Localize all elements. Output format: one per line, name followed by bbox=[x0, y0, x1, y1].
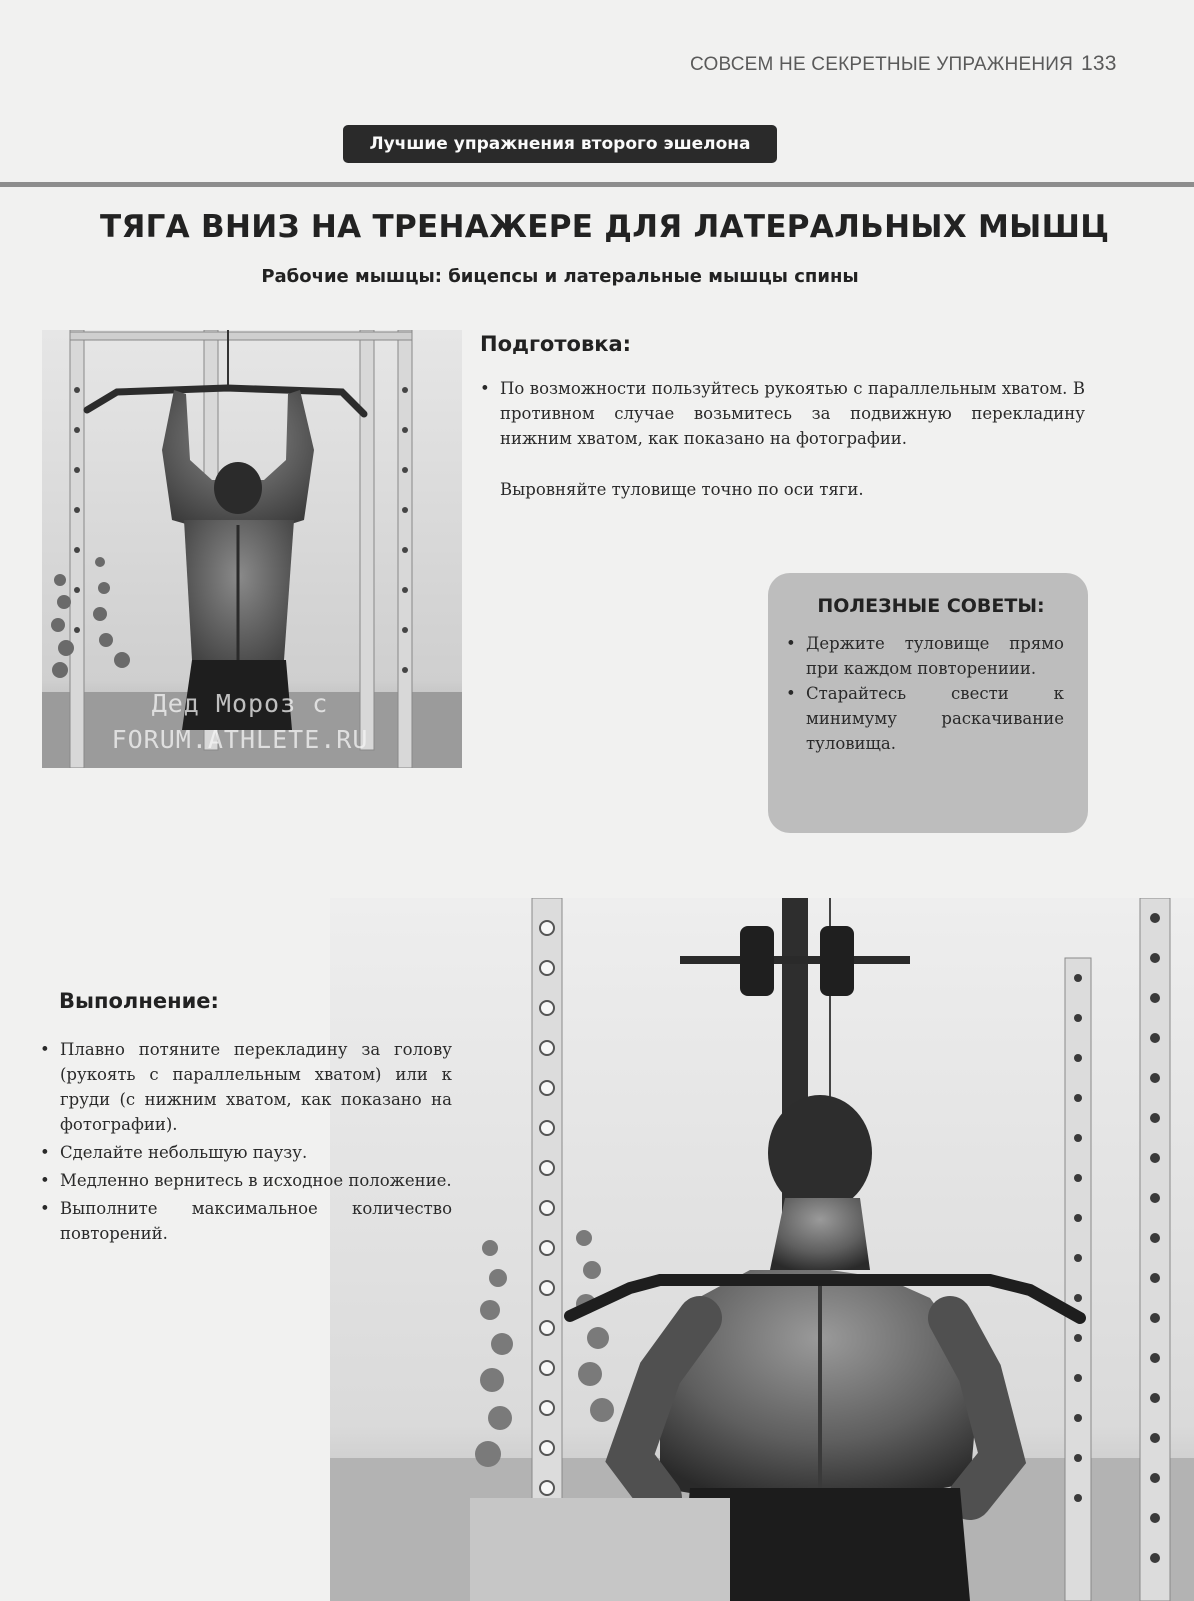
list-item: • Старайтесь свести к минимуму раскачивание туловища. bbox=[786, 681, 1064, 756]
preparation-note: Выровняйте туловище точно по оси тяги. bbox=[500, 480, 864, 499]
execution-heading: Выполнение: bbox=[59, 989, 219, 1013]
watermark bbox=[70, 686, 410, 758]
list-item: • Сделайте небольшую паузу. bbox=[40, 1140, 452, 1165]
page-number: 133 bbox=[1081, 52, 1117, 75]
watermark-line1: Дед Мороз с bbox=[151, 689, 329, 718]
working-muscles: Рабочие мышцы: бицепсы и латеральные мышцы спины bbox=[261, 266, 859, 287]
useful-tips-box bbox=[768, 573, 1088, 833]
list-item: • Плавно потяните перекладину за голову (рукоять с параллельным хватом) или к груди (с нижним хватом, как показано на фотографии). bbox=[40, 1037, 452, 1137]
list-item: • По возможности пользуйтесь рукоятью с параллельным хватом. В противном случае возьмитесь за подвижную перекладину нижним хватом, как показано на фотографии. bbox=[480, 376, 1085, 451]
list-item: • Держите туловище прямо при каждом повторениии. bbox=[786, 631, 1064, 681]
section-tab: Лучшие упражнения второго эшелона bbox=[343, 125, 777, 163]
header-rule bbox=[0, 182, 1194, 187]
preparation-list bbox=[480, 376, 1085, 451]
running-title: СОВСЕМ НЕ СЕКРЕТНЫЕ УПРАЖНЕНИЯ bbox=[690, 54, 1074, 75]
tips-heading: ПОЛЕЗНЫЕ СОВЕТЫ: bbox=[817, 595, 1045, 617]
list-item: • Выполните максимальное количество повторений. bbox=[40, 1196, 452, 1246]
watermark-line2: FORUM.ATHLETE.RU bbox=[111, 725, 369, 754]
running-head bbox=[690, 52, 1117, 82]
lat-pulldown-finish-photo bbox=[330, 898, 1194, 1601]
exercise-title: ТЯГА ВНИЗ НА ТРЕНАЖЕРЕ ДЛЯ ЛАТЕРАЛЬНЫХ МЫШЦ bbox=[100, 209, 1110, 245]
tips-list bbox=[786, 631, 1064, 756]
execution-list bbox=[40, 1037, 452, 1249]
list-item: • Медленно вернитесь в исходное положение. bbox=[40, 1168, 452, 1193]
preparation-heading: Подготовка: bbox=[480, 332, 632, 356]
